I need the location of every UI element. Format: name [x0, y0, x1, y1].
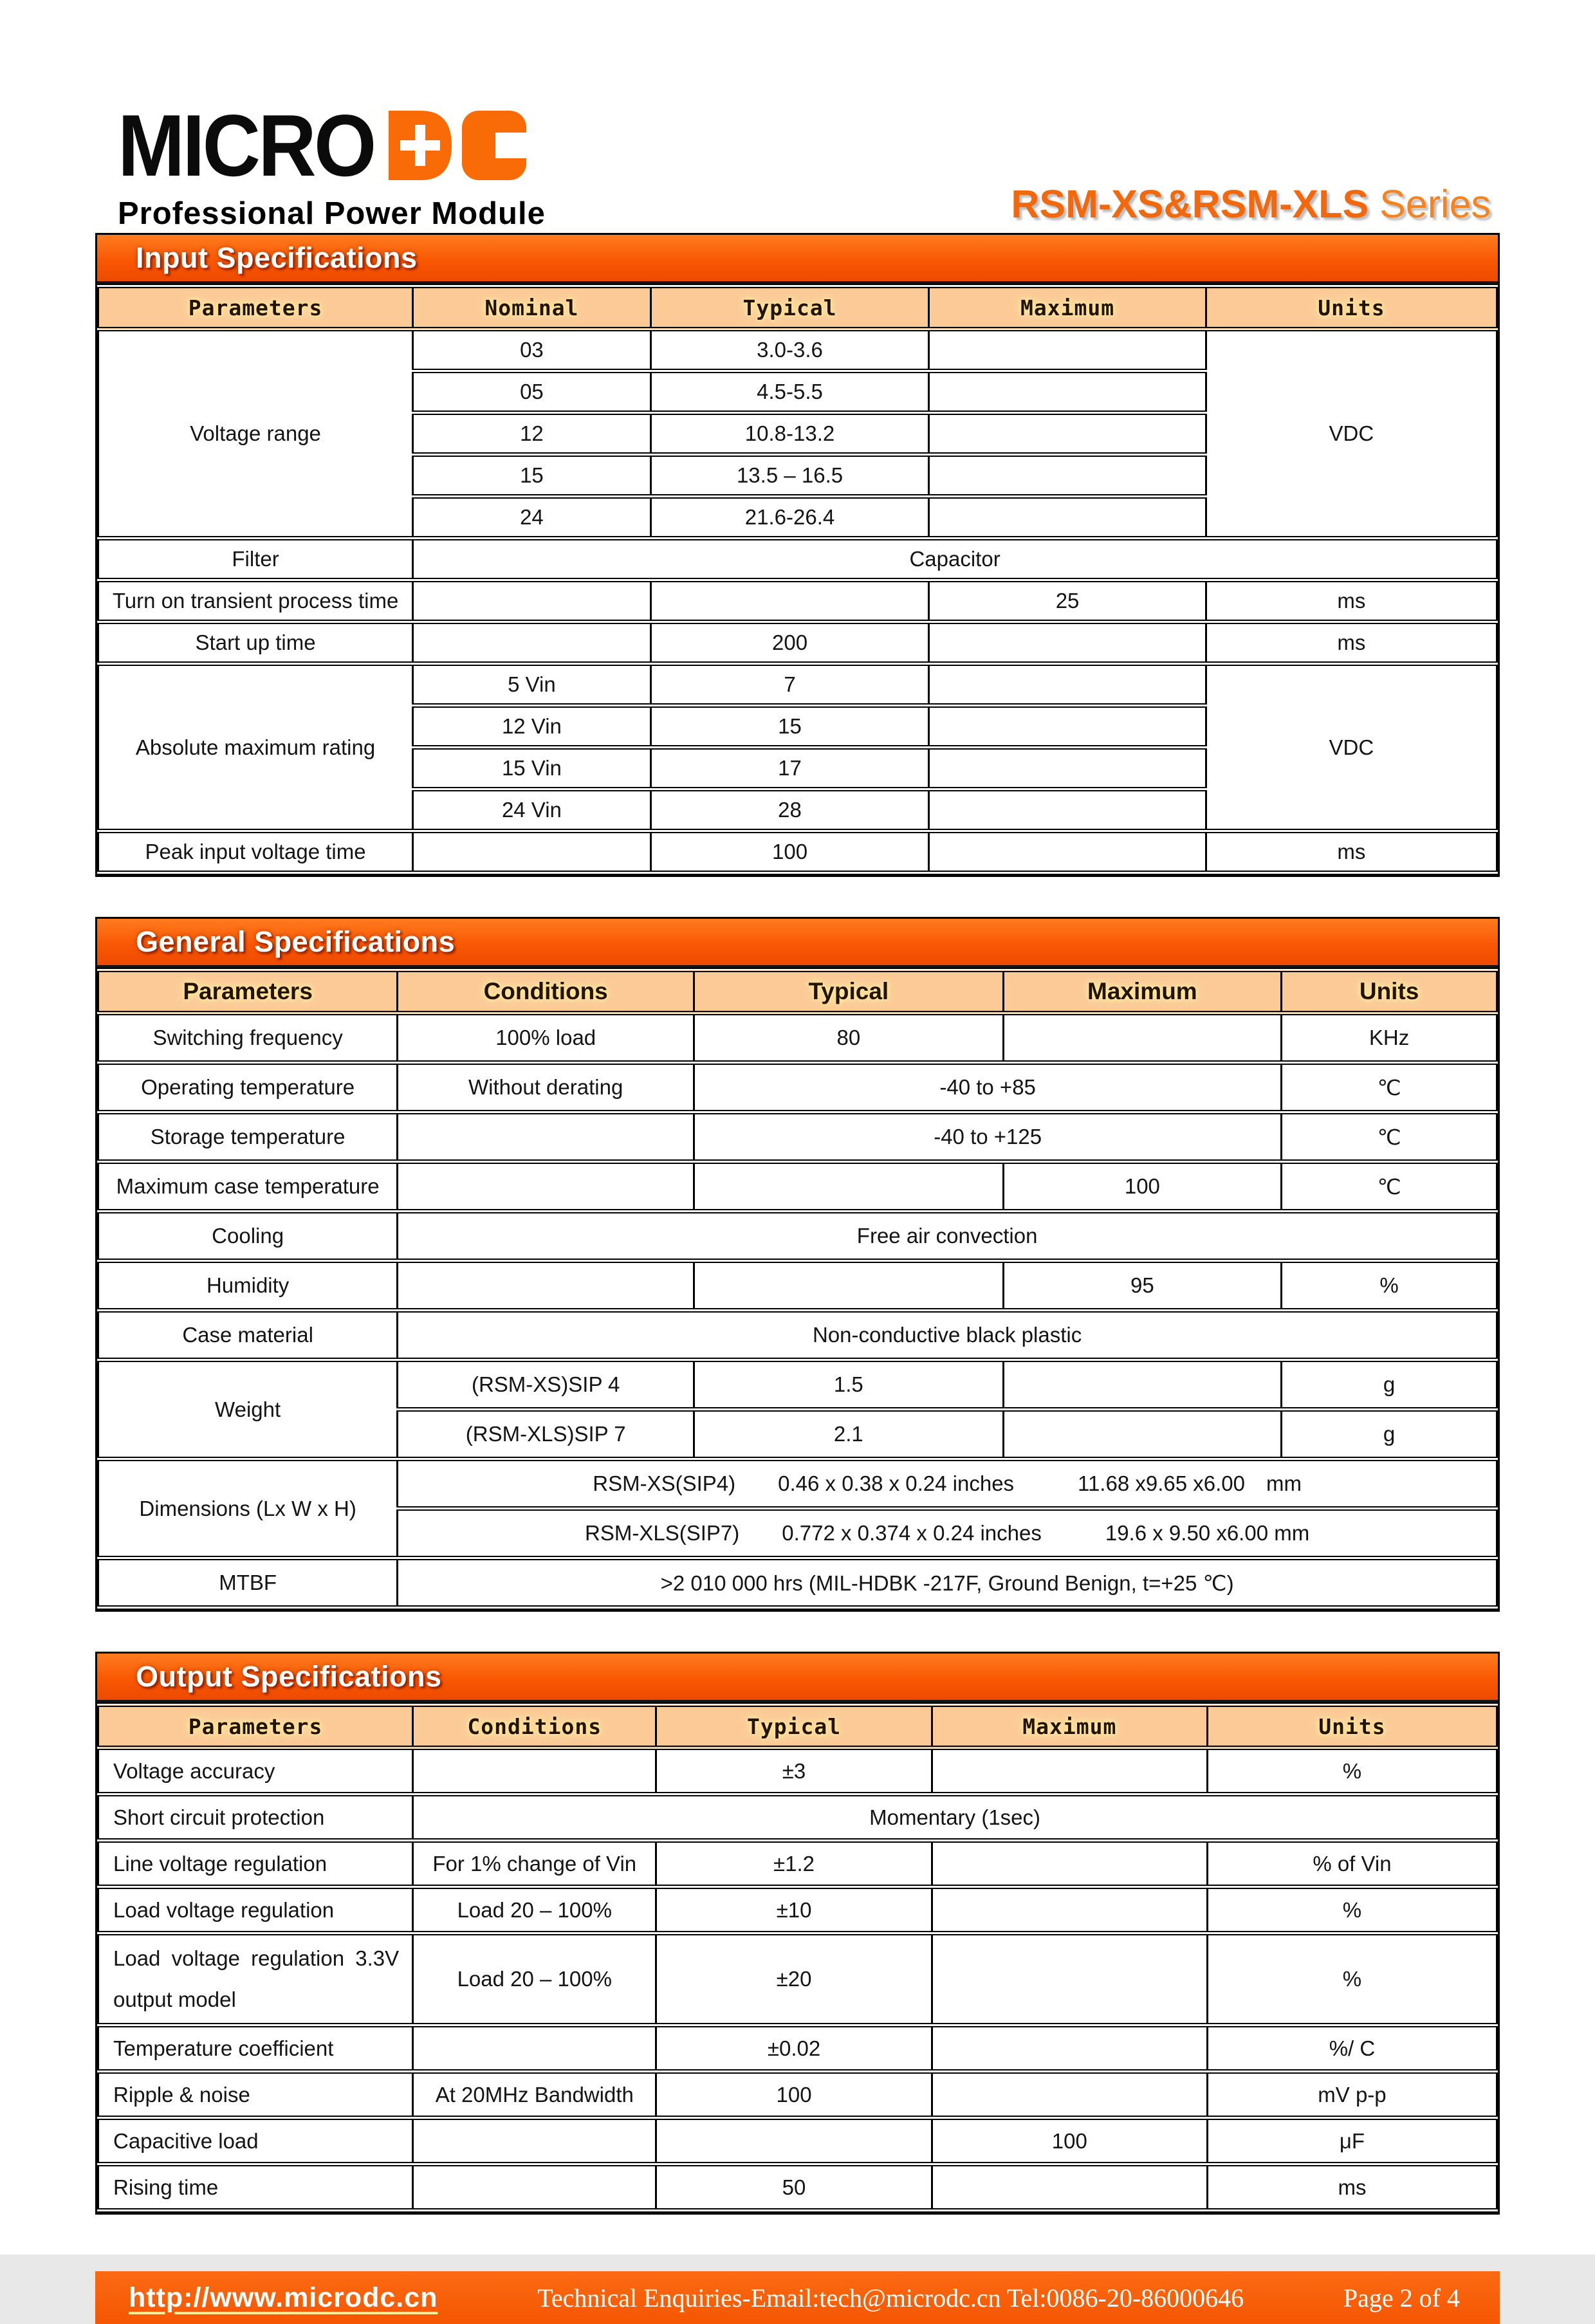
table-cell: [932, 1933, 1207, 2025]
table-cell: KHz: [1282, 1013, 1497, 1063]
table-cell: [413, 622, 651, 664]
section-title: Output Specifications: [136, 1660, 442, 1693]
table-cell: [413, 580, 651, 622]
footer-contact: Technical Enquiries-Email:tech@microdc.cn Tel:0086-20-86000646: [537, 2283, 1244, 2312]
column-header: Typical: [694, 970, 1003, 1013]
column-header: Maximum: [929, 286, 1206, 329]
column-header: Parameters: [98, 970, 398, 1013]
table-cell: 100% load: [398, 1013, 694, 1063]
table-cell: Voltage accuracy: [98, 1748, 413, 1794]
table-row: [98, 622, 1497, 664]
section-title-bar: [97, 1654, 1498, 1702]
table-cell: ms: [1206, 580, 1497, 622]
table-cell: [929, 789, 1206, 831]
table-cell: [413, 2164, 656, 2211]
table-cell: ms: [1207, 2164, 1497, 2211]
column-header-row: [98, 1705, 1497, 1748]
table-cell: 100: [1003, 1162, 1282, 1212]
table-cell: 15: [650, 706, 929, 748]
table-cell: 17: [650, 748, 929, 789]
table-cell: Maximum case temperature: [98, 1162, 398, 1212]
table-cell: [929, 664, 1206, 706]
column-header: Parameters: [98, 1705, 413, 1748]
section-title-bar: [97, 235, 1498, 284]
table-cell: [929, 413, 1206, 455]
table-cell: Filter: [98, 539, 413, 580]
logo-wordmark: [118, 97, 546, 194]
table-row: [98, 1748, 1497, 1794]
table-cell: mV p-p: [1207, 2072, 1497, 2118]
table-cell: 21.6-26.4: [650, 497, 929, 539]
column-header: Conditions: [398, 970, 694, 1013]
table-cell: 10.8-13.2: [650, 413, 929, 455]
table-cell: 95: [1003, 1261, 1282, 1311]
table-cell: Non-conductive black plastic: [398, 1311, 1497, 1360]
table-cell: Load voltage regulation: [98, 1887, 413, 1933]
table-cell: ±1.2: [656, 1841, 932, 1887]
table-row: [98, 1841, 1497, 1887]
table-row: [98, 1162, 1497, 1212]
table-cell: ms: [1206, 622, 1497, 664]
table-row: [98, 664, 1497, 706]
table-row: [98, 1558, 1497, 1608]
footer-bar: [95, 2271, 1500, 2324]
table-cell: Temperature coefficient: [98, 2025, 413, 2072]
table-cell: Free air convection: [398, 1212, 1497, 1261]
table-cell: Humidity: [98, 1261, 398, 1311]
table-cell: (RSM-XS)SIP 4: [398, 1360, 694, 1410]
input-spec-table: [97, 284, 1498, 875]
logo-tagline: Professional Power Module: [118, 196, 546, 231]
table-cell: [413, 831, 651, 873]
table-cell: g: [1282, 1360, 1497, 1410]
column-header-row: [98, 286, 1497, 329]
table-cell: Load voltage regulation 3.3V output model: [98, 1933, 413, 2025]
table-cell: [929, 748, 1206, 789]
table-cell: 100: [650, 831, 929, 873]
table-cell: Turn on transient process time: [98, 580, 413, 622]
table-cell: 12: [413, 413, 651, 455]
table-cell: Load 20 – 100%: [413, 1933, 656, 2025]
table-cell: VDC: [1206, 664, 1497, 831]
table-cell: Operating temperature: [98, 1063, 398, 1112]
table-cell: [929, 706, 1206, 748]
logo: [118, 97, 546, 232]
section-title: General Specifications: [136, 925, 456, 958]
table-cell: [398, 1162, 694, 1212]
table-cell: 4.5-5.5: [650, 371, 929, 413]
table-cell: RSM-XLS(SIP7) 0.772 x 0.374 x 0.24 inches 19.6 x 9.50 x6.00 mm: [398, 1509, 1497, 1558]
table-row: [98, 1063, 1497, 1112]
table-cell: 200: [650, 622, 929, 664]
table-cell: Rising time: [98, 2164, 413, 2211]
table-cell: [929, 622, 1206, 664]
table-cell: 1.5: [694, 1360, 1003, 1410]
series-title: [1011, 181, 1491, 226]
table-cell: 80: [694, 1013, 1003, 1063]
column-header: Units: [1282, 970, 1497, 1013]
table-row: [98, 1887, 1497, 1933]
table-row: [98, 1311, 1497, 1360]
table-cell: ℃: [1282, 1063, 1497, 1112]
table-cell: ±3: [656, 1748, 932, 1794]
table-cell: Cooling: [98, 1212, 398, 1261]
table-cell: [932, 1748, 1207, 1794]
table-cell: [398, 1261, 694, 1311]
table-cell: 13.5 – 16.5: [650, 455, 929, 497]
table-row: [98, 1013, 1497, 1063]
table-cell: Without derating: [398, 1063, 694, 1112]
table-cell: At 20MHz Bandwidth: [413, 2072, 656, 2118]
table-cell: -40 to +125: [694, 1112, 1282, 1162]
table-cell: [929, 329, 1206, 371]
table-row: [98, 1794, 1497, 1841]
table-cell: Capacitor: [413, 539, 1497, 580]
table-cell: Dimensions (Lx W x H): [98, 1459, 398, 1558]
table-cell: 24 Vin: [413, 789, 651, 831]
table-row: [98, 2164, 1497, 2211]
table-cell: [413, 2025, 656, 2072]
table-cell: Voltage range: [98, 329, 413, 539]
table-cell: For 1% change of Vin: [413, 1841, 656, 1887]
table-cell: % of Vin: [1207, 1841, 1497, 1887]
table-cell: Ripple & noise: [98, 2072, 413, 2118]
table-cell: [929, 497, 1206, 539]
table-cell: g: [1282, 1410, 1497, 1459]
table-cell: [932, 2072, 1207, 2118]
table-row: [98, 580, 1497, 622]
table-cell: [929, 831, 1206, 873]
table-cell: 7: [650, 664, 929, 706]
table-cell: [1003, 1013, 1282, 1063]
table-cell: %: [1207, 1748, 1497, 1794]
table-cell: Load 20 – 100%: [413, 1887, 656, 1933]
series-title-suffix: Series: [1379, 182, 1491, 226]
table-cell: [656, 2118, 932, 2164]
table-cell: [413, 1748, 656, 1794]
table-row: [98, 1261, 1497, 1311]
table-cell: [932, 1841, 1207, 1887]
document-header: [0, 0, 1595, 233]
table-cell: ℃: [1282, 1112, 1497, 1162]
table-cell: %: [1207, 1887, 1497, 1933]
table-cell: [650, 580, 929, 622]
table-cell: [929, 371, 1206, 413]
table-cell: 28: [650, 789, 929, 831]
column-header: Units: [1206, 286, 1497, 329]
table-cell: -40 to +85: [694, 1063, 1282, 1112]
table-row: [98, 2025, 1497, 2072]
column-header: Maximum: [1003, 970, 1282, 1013]
table-cell: Short circuit protection: [98, 1794, 413, 1841]
table-row: [98, 1112, 1497, 1162]
table-cell: 24: [413, 497, 651, 539]
table-row: [98, 539, 1497, 580]
section-title: Input Specifications: [136, 241, 418, 274]
table-row: [98, 2072, 1497, 2118]
column-header: Typical: [656, 1705, 932, 1748]
table-cell: Weight: [98, 1360, 398, 1459]
table-row: [98, 2118, 1497, 2164]
table-cell: 100: [656, 2072, 932, 2118]
table-cell: [1003, 1360, 1282, 1410]
table-cell: Case material: [98, 1311, 398, 1360]
table-cell: 15 Vin: [413, 748, 651, 789]
general-spec-table: [97, 968, 1498, 1610]
column-header: Parameters: [98, 286, 413, 329]
table-cell: 05: [413, 371, 651, 413]
table-cell: 12 Vin: [413, 706, 651, 748]
input-specifications-section: [95, 233, 1500, 877]
table-cell: 3.0-3.6: [650, 329, 929, 371]
footer-page-number: Page 2 of 4: [1343, 2283, 1460, 2312]
column-header: Conditions: [413, 1705, 656, 1748]
table-cell: 25: [929, 580, 1206, 622]
table-cell: ms: [1206, 831, 1497, 873]
table-row: [98, 1933, 1497, 2025]
table-row: [98, 1459, 1497, 1509]
column-header: Typical: [650, 286, 929, 329]
series-title-main: RSM-XS&RSM-XLS: [1011, 182, 1369, 226]
table-cell: %/ C: [1207, 2025, 1497, 2072]
table-cell: ℃: [1282, 1162, 1497, 1212]
table-cell: μF: [1207, 2118, 1497, 2164]
general-specifications-section: [95, 917, 1500, 1612]
column-header: Maximum: [932, 1705, 1207, 1748]
table-cell: Storage temperature: [98, 1112, 398, 1162]
table-cell: Peak input voltage time: [98, 831, 413, 873]
column-header-row: [98, 970, 1497, 1013]
table-cell: %: [1282, 1261, 1497, 1311]
table-row: [98, 1360, 1497, 1410]
table-cell: 5 Vin: [413, 664, 651, 706]
table-cell: 2.1: [694, 1410, 1003, 1459]
table-cell: 50: [656, 2164, 932, 2211]
table-cell: [398, 1112, 694, 1162]
logo-dc-plus-icon: [385, 109, 530, 181]
table-cell: [932, 2164, 1207, 2211]
table-cell: (RSM-XLS)SIP 7: [398, 1410, 694, 1459]
table-row: [98, 1212, 1497, 1261]
table-cell: Line voltage regulation: [98, 1841, 413, 1887]
table-cell: 03: [413, 329, 651, 371]
column-header: Units: [1207, 1705, 1497, 1748]
table-cell: VDC: [1206, 329, 1497, 539]
logo-text-micro: MICRO: [118, 97, 374, 194]
table-cell: [932, 1887, 1207, 1933]
table-cell: 100: [932, 2118, 1207, 2164]
table-cell: Absolute maximum rating: [98, 664, 413, 831]
output-specifications-section: [95, 1652, 1500, 2215]
section-title-bar: [97, 919, 1498, 968]
table-cell: MTBF: [98, 1558, 398, 1608]
table-cell: %: [1207, 1933, 1497, 2025]
table-cell: RSM-XS(SIP4) 0.46 x 0.38 x 0.24 inches 11.68 x9.65 x6.00 mm: [398, 1459, 1497, 1509]
table-cell: [1003, 1410, 1282, 1459]
table-cell: [413, 2118, 656, 2164]
column-header: Nominal: [413, 286, 651, 329]
table-cell: ±0.02: [656, 2025, 932, 2072]
table-cell: [694, 1162, 1003, 1212]
table-cell: [694, 1261, 1003, 1311]
table-cell: Momentary (1sec): [413, 1794, 1497, 1841]
table-cell: 15: [413, 455, 651, 497]
table-row: [98, 329, 1497, 371]
table-cell: ±10: [656, 1887, 932, 1933]
table-cell: [932, 2025, 1207, 2072]
table-cell: ±20: [656, 1933, 932, 2025]
table-cell: Switching frequency: [98, 1013, 398, 1063]
table-row: [98, 831, 1497, 873]
spec-tables: [95, 233, 1500, 2215]
website-link[interactable]: http://www.microdc.cn: [129, 2282, 438, 2313]
table-cell: Capacitive load: [98, 2118, 413, 2164]
output-spec-table: [97, 1702, 1498, 2213]
table-cell: [929, 455, 1206, 497]
table-cell: >2 010 000 hrs (MIL-HDBK -217F, Ground Benign, t=+25 ℃): [398, 1558, 1497, 1608]
table-cell: Start up time: [98, 622, 413, 664]
